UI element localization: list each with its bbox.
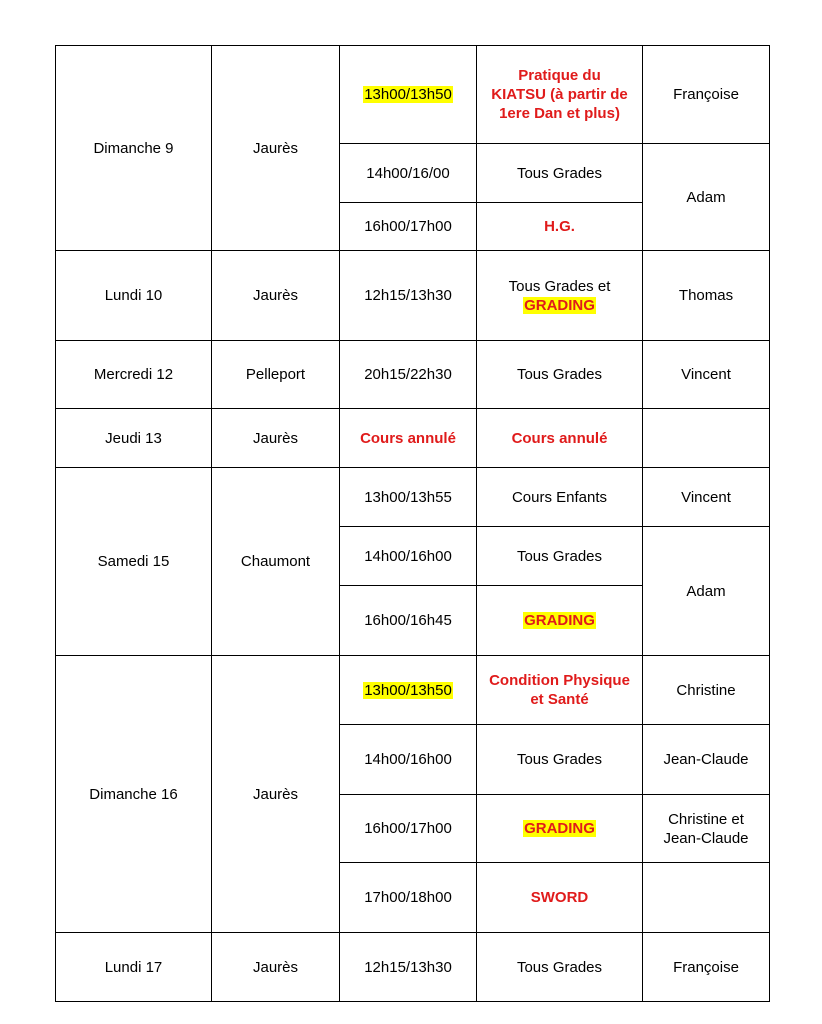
course-cell: Cours Enfants (477, 468, 643, 527)
time-highlight: 13h00/13h50 (364, 681, 452, 699)
course-cell: SWORD (477, 863, 643, 933)
table-row (56, 251, 770, 341)
schedule-table (55, 45, 770, 1002)
course-cell: Tous Grades (477, 527, 643, 586)
day-cell: Dimanche 16 (56, 656, 212, 933)
teacher-cell: Vincent (643, 468, 770, 527)
course-cell: Tous Grades (477, 144, 643, 203)
table-row (56, 468, 770, 527)
teacher-cell: Thomas (643, 251, 770, 341)
place-cell: Jaurès (212, 933, 340, 1002)
time-cell: 16h00/17h00 (340, 203, 477, 251)
time-cell: Cours annulé (340, 409, 477, 468)
day-cell: Dimanche 9 (56, 46, 212, 251)
table-row (56, 656, 770, 725)
place-cell: Jaurès (212, 656, 340, 933)
place-cell: Jaurès (212, 46, 340, 251)
time-cell: 16h00/16h45 (340, 586, 477, 656)
course-cell: Tous Grades (477, 341, 643, 409)
teacher-cell (643, 409, 770, 468)
grading-badge: GRADING (524, 296, 595, 314)
time-cell: 13h00/13h55 (340, 468, 477, 527)
course-cell: H.G. (477, 203, 643, 251)
teacher-cell: Vincent (643, 341, 770, 409)
place-cell: Jaurès (212, 409, 340, 468)
teacher-cell: Adam (643, 527, 770, 656)
teacher-cell: Jean-Claude (643, 725, 770, 795)
time-cell: 12h15/13h30 (340, 933, 477, 1002)
teacher-cell: Adam (643, 144, 770, 251)
day-cell: Lundi 10 (56, 251, 212, 341)
time-cell: 20h15/22h30 (340, 341, 477, 409)
course-cell (477, 586, 643, 656)
time-cell: 14h00/16h00 (340, 725, 477, 795)
grading-badge: GRADING (524, 612, 595, 629)
time-cell: 14h00/16/00 (340, 144, 477, 203)
time-cell (340, 46, 477, 144)
time-cell: 16h00/17h00 (340, 795, 477, 863)
teacher-cell (643, 863, 770, 933)
table-row (56, 933, 770, 1002)
place-cell: Pelleport (212, 341, 340, 409)
day-cell: Lundi 17 (56, 933, 212, 1002)
course-cell: Pratique du KIATSU (à partir de 1ere Dan et plus) (477, 46, 643, 144)
course-cell: Cours annulé (477, 409, 643, 468)
grading-badge: GRADING (524, 820, 595, 837)
day-cell: Samedi 15 (56, 468, 212, 656)
course-text: Tous Grades et (508, 277, 611, 295)
table-row (56, 341, 770, 409)
table-row (56, 409, 770, 468)
day-cell: Jeudi 13 (56, 409, 212, 468)
teacher-cell: Christine (643, 656, 770, 725)
course-cell: Tous Grades (477, 933, 643, 1002)
time-cell: 14h00/16h00 (340, 527, 477, 586)
time-cell: 17h00/18h00 (340, 863, 477, 933)
teacher-cell: Françoise (643, 933, 770, 1002)
place-cell: Chaumont (212, 468, 340, 656)
time-highlight: 13h00/13h50 (364, 86, 452, 103)
day-cell: Mercredi 12 (56, 341, 212, 409)
course-cell: Tous Grades (477, 725, 643, 795)
time-cell: 12h15/13h30 (340, 251, 477, 341)
course-cell (477, 251, 643, 341)
teacher-cell: Françoise (643, 46, 770, 144)
place-cell: Jaurès (212, 251, 340, 341)
table-row (56, 46, 770, 144)
course-cell: Condition Physique et Santé (477, 656, 643, 725)
teacher-cell: Christine et Jean-Claude (643, 795, 770, 863)
course-cell (477, 795, 643, 863)
time-cell (340, 656, 477, 725)
